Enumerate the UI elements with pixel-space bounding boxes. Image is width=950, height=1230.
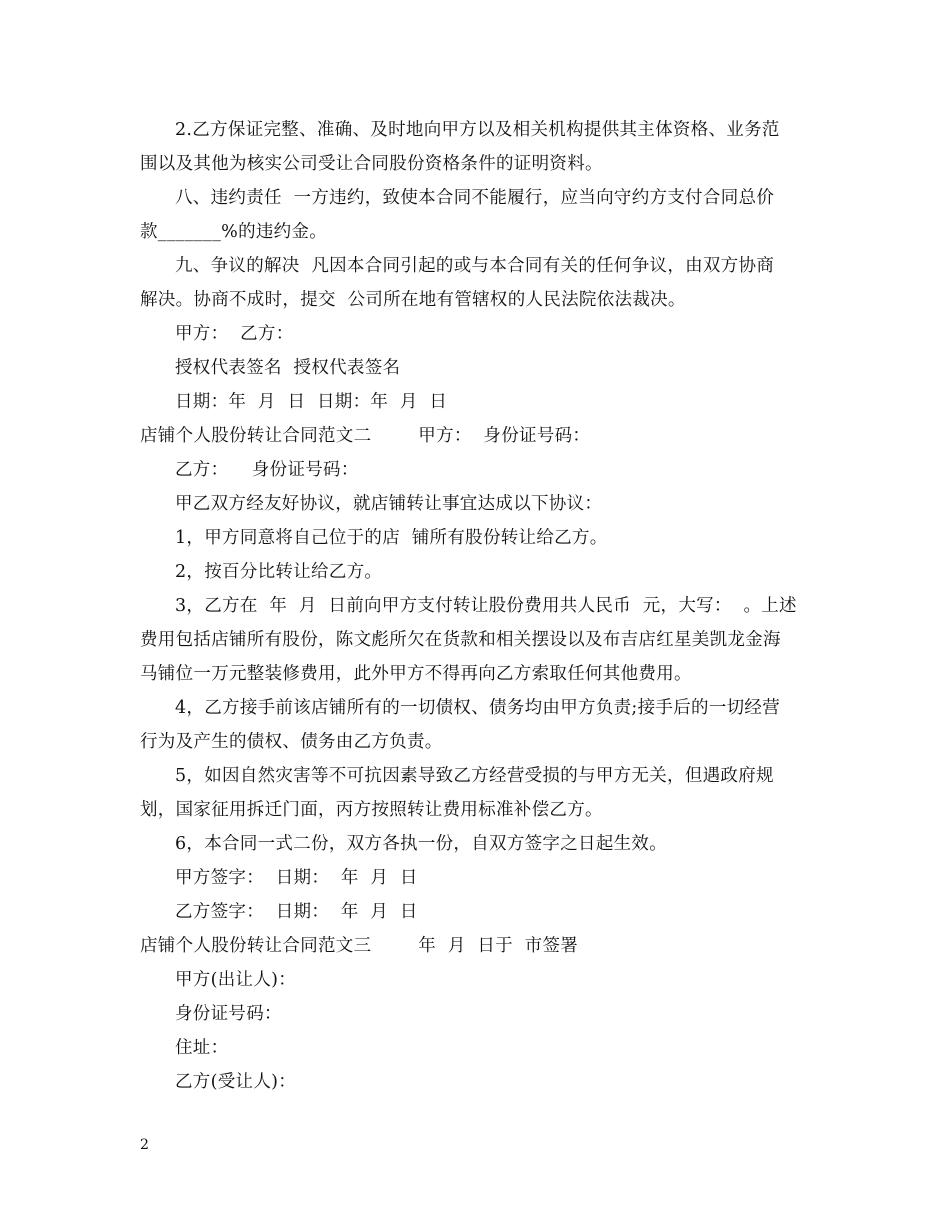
paragraph-line: 行为及产生的债权、债务由乙方负责。 <box>140 732 443 752</box>
paragraph-line: 住址： <box>175 1038 229 1058</box>
paragraph-line: 1，甲方同意将自己位于的店 铺所有股份转让给乙方。 <box>175 528 608 548</box>
paragraph-line: 甲方： 乙方： <box>175 324 294 344</box>
document-body <box>140 113 810 1099</box>
paragraph-line: 乙方： 身份证号码： <box>175 460 359 480</box>
paragraph-line: 6，本合同一式二份，双方各执一份，自双方签字之日起生效。 <box>175 834 668 854</box>
paragraph-line: 乙方(受让人)： <box>175 1072 297 1092</box>
paragraph-line: 甲乙双方经友好协议，就店铺转让事宜达成以下协议： <box>175 494 603 514</box>
paragraph-line: 4，乙方接手前该店铺所有的一切债权、债务均由甲方负责;接手后的一切经营 <box>175 698 781 718</box>
section-heading: 店铺个人股份转让合同范文三 年 月 日于 市签署 <box>140 936 579 956</box>
paragraph-line: 解决。协商不成时，提交 公司所在地有管辖权的人民法院依法裁决。 <box>140 290 686 310</box>
paragraph-line: 划，国家征用拆迁门面，丙方按照转让费用标准补偿乙方。 <box>140 800 603 820</box>
paragraph-line: 八、违约责任 一方违约，致使本合同不能履行，应当向守约方支付合同总价 <box>175 188 775 208</box>
paragraph-line: 款_______%的违约金。 <box>140 222 328 242</box>
section-heading: 店铺个人股份转让合同范文二 甲方： 身份证号码： <box>140 426 591 446</box>
paragraph-line: 九、争议的解决 凡因本合同引起的或与本合同有关的任何争议，由双方协商 <box>175 256 775 276</box>
paragraph-line: 乙方签字： 日期： 年 月 日 <box>175 902 418 922</box>
paragraph-line: 费用包括店铺所有股份，陈文彪所欠在货款和相关摆设以及布吉店红星美凯龙金海 <box>140 630 781 650</box>
paragraph-line: 甲方(出让人)： <box>175 970 297 990</box>
paragraph-line: 围以及其他为核实公司受让合同股份资格条件的证明资料。 <box>140 154 603 174</box>
paragraph-line: 甲方签字： 日期： 年 月 日 <box>175 868 418 888</box>
paragraph-line: 2.乙方保证完整、准确、及时地向甲方以及相关机构提供其主体资格、业务范 <box>175 120 780 140</box>
page-number: 2 <box>140 1137 149 1153</box>
paragraph-line: 2，按百分比转让给乙方。 <box>175 562 383 582</box>
paragraph-line: 5，如因自然灾害等不可抗因素导致乙方经营受损的与甲方无关，但遇政府规 <box>175 766 774 786</box>
paragraph-line: 身份证号码： <box>175 1004 282 1024</box>
paragraph-line: 日期：年 月 日 日期：年 月 日 <box>175 392 448 412</box>
paragraph-line: 马铺位一万元整装修费用，此外甲方不得再向乙方索取任何其他费用。 <box>140 664 692 684</box>
paragraph-line: 授权代表签名 授权代表签名 <box>175 358 401 378</box>
paragraph-line: 3，乙方在 年 月 日前向甲方支付转让股份费用共人民币 元，大写： 。上述 <box>175 596 797 616</box>
